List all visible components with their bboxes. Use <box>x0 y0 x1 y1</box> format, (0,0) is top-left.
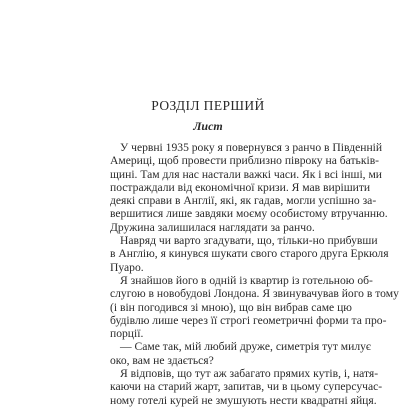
text-line: У червні 1935 року я повернувся з ранчо в Південній <box>120 141 383 154</box>
text-line: слугою в новобудові Лондона. Я звинувачував його в тому <box>110 287 399 301</box>
text-line: Америці, щоб провести приблизно півроку на батьків- <box>110 154 380 168</box>
text-line: щині. Там для нас настали важкі часи. Як і всі інші, ми <box>110 167 383 181</box>
text-line: вершитися лише завдяки моєму особистому втручанню. <box>110 207 388 221</box>
text-line: Навряд чи варто згадувати, що, тільки-но прибувши <box>120 234 378 248</box>
text-line: порції. <box>110 327 144 341</box>
text-line: деякі справи в Англії, які, як гадав, могли успішно за- <box>110 194 377 208</box>
text-line: — Саме так, мій любий друже, симетрія тут милує <box>120 340 371 354</box>
text-line: в Англію, я кинувся шукати свого старого друга Еркюля <box>110 247 389 261</box>
text-line: (і він погодився зі мною), що він вибрав саме цю <box>110 300 352 314</box>
text-line: Я знайшов його в одній із квартир із готельною об- <box>120 273 373 287</box>
text-line: око, вам не здається? <box>110 353 214 367</box>
text-line: ному готелі курей не змушують нести квадратні яйця. <box>110 393 377 407</box>
text-line: каючи на старий жарт, запитав, чи в цьому суперсучас- <box>110 380 383 394</box>
text-line: Дружина залишилася наглядати за ранчо. <box>110 220 315 234</box>
text-line: постраждали від економічної кризи. Я мав вирішити <box>110 180 371 194</box>
body-text <box>110 141 412 407</box>
text-line: Пуаро. <box>110 260 144 274</box>
text-line: Я відповів, що тут аж забагато прямих кутів, і, натя- <box>120 367 379 381</box>
chapter-heading: РОЗДІЛ ПЕРШИЙ <box>151 98 265 113</box>
chapter-subtitle: Лист <box>193 119 223 133</box>
text-line: будівлю лише через її строгі геометричні форми та про- <box>110 313 387 327</box>
